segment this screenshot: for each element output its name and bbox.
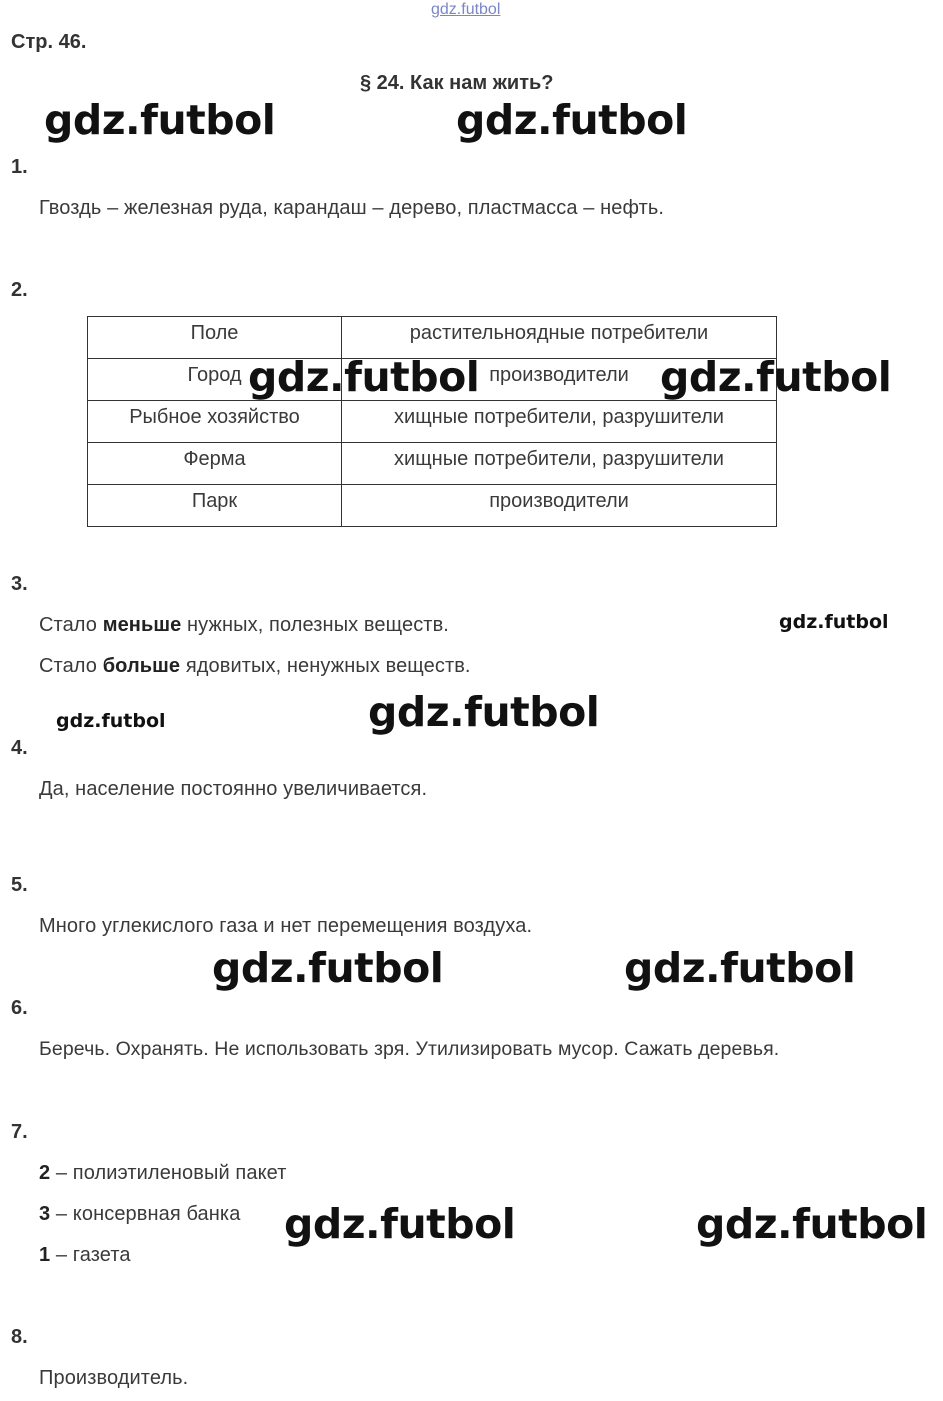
question-3-line-2: Стало больше ядовитых, ненужных веществ. bbox=[39, 655, 471, 677]
section-title: § 24. Как нам жить? bbox=[360, 72, 554, 94]
watermark: gdz.futbol bbox=[212, 944, 444, 992]
question-3-number: 3. bbox=[11, 573, 28, 595]
table-cell-place: Город bbox=[88, 359, 342, 401]
page-label: Стр. 46. bbox=[11, 31, 87, 53]
watermark: gdz.futbol bbox=[456, 96, 688, 144]
list-item: 1 – газета bbox=[39, 1244, 131, 1266]
question-6-answer: Беречь. Охранять. Не использовать зря. Утилизировать мусор. Сажать деревья. bbox=[39, 1038, 780, 1060]
watermark: gdz.futbol bbox=[284, 1200, 516, 1248]
list-item: 2 – полиэтиленовый пакет bbox=[39, 1162, 287, 1184]
list-item: 3 – консервная банка bbox=[39, 1203, 241, 1225]
watermark: gdz.futbol bbox=[779, 611, 889, 633]
watermark: gdz.futbol bbox=[624, 944, 856, 992]
question-8-answer: Производитель. bbox=[39, 1367, 189, 1389]
question-8-number: 8. bbox=[11, 1326, 28, 1348]
table-cell-role: хищные потребители, разрушители bbox=[342, 401, 777, 443]
table-row bbox=[88, 443, 777, 485]
question-7-number: 7. bbox=[11, 1121, 28, 1143]
table-cell-place: Поле bbox=[88, 317, 342, 359]
watermark: gdz.futbol bbox=[248, 353, 480, 401]
table-cell-place: Ферма bbox=[88, 443, 342, 485]
question-4-answer: Да, население постоянно увеличивается. bbox=[39, 778, 428, 800]
watermark: gdz.futbol bbox=[660, 353, 892, 401]
table-row bbox=[88, 401, 777, 443]
question-5-answer: Много углекислого газа и нет перемещения воздуха. bbox=[39, 915, 533, 937]
question-2-number: 2. bbox=[11, 279, 28, 301]
table-cell-place: Парк bbox=[88, 485, 342, 527]
question-1-answer: Гвоздь – железная руда, карандаш – дерево, пластмасса – нефть. bbox=[39, 197, 665, 219]
table-row bbox=[88, 485, 777, 527]
table-cell-role: производители bbox=[342, 485, 777, 527]
question-3-line-1: Стало меньше нужных, полезных веществ. bbox=[39, 614, 449, 636]
watermark: gdz.futbol bbox=[44, 96, 276, 144]
answer-table bbox=[87, 316, 777, 527]
table-cell-role: растительноядные потребители bbox=[342, 317, 777, 359]
table-cell-role: хищные потребители, разрушители bbox=[342, 443, 777, 485]
table-cell-role: производители bbox=[342, 359, 777, 401]
site-link[interactable]: gdz.futbol bbox=[431, 1, 501, 18]
question-6-number: 6. bbox=[11, 997, 28, 1019]
watermark: gdz.futbol bbox=[696, 1200, 928, 1248]
watermark: gdz.futbol bbox=[56, 710, 166, 732]
question-1-number: 1. bbox=[11, 156, 28, 178]
table-cell-place: Рыбное хозяйство bbox=[88, 401, 342, 443]
question-4-number: 4. bbox=[11, 737, 28, 759]
question-5-number: 5. bbox=[11, 874, 28, 896]
watermark: gdz.futbol bbox=[368, 688, 600, 736]
